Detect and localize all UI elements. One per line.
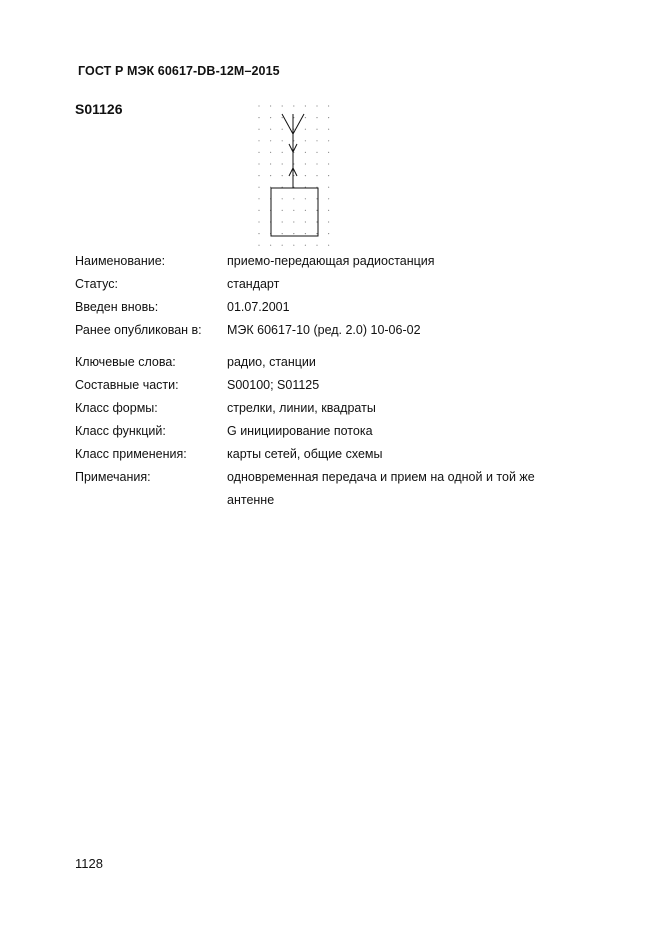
introduced-label: Введен вновь: (75, 300, 159, 314)
row-name (75, 250, 635, 273)
keywords-label: Ключевые слова: (75, 355, 176, 369)
row-function-class (75, 420, 635, 443)
grid-dots (258, 105, 329, 245)
status-label: Статус: (75, 277, 118, 291)
antenna-left-arm (282, 114, 293, 134)
application-class-label: Класс применения: (75, 447, 187, 461)
page-number: 1128 (75, 856, 103, 871)
introduced-value: 01.07.2001 (227, 300, 290, 314)
function-class-label: Класс функций: (75, 424, 166, 438)
status-value: стандарт (227, 277, 280, 291)
published-value: МЭК 60617-10 (ред. 2.0) 10-06-02 (227, 323, 421, 337)
row-status (75, 273, 635, 296)
notes-value (227, 466, 635, 512)
transceiver-radio-station-symbol (254, 102, 336, 250)
row-parts (75, 374, 635, 397)
name-label: Наименование: (75, 254, 166, 268)
application-class-value: карты сетей, общие схемы (227, 447, 383, 461)
row-published (75, 319, 635, 342)
properties-table (75, 250, 635, 512)
notes-line-1: одновременная передача и прием на одной и той же (227, 470, 535, 484)
shape-class-value: стрелки, линии, квадраты (227, 401, 376, 415)
symbol-code: S01126 (75, 101, 123, 117)
row-shape-class (75, 397, 635, 420)
row-notes (75, 466, 635, 512)
document-header: ГОСТ Р МЭК 60617-DB-12M–2015 (78, 64, 280, 78)
antenna-right-arm (293, 114, 304, 134)
published-label: Ранее опубликован в: (75, 323, 202, 337)
parts-label: Составные части: (75, 378, 179, 392)
keywords-value: радио, станции (227, 355, 316, 369)
station-box (271, 188, 318, 236)
row-application-class (75, 443, 635, 466)
row-introduced (75, 296, 635, 319)
notes-line-2: антенне (227, 493, 275, 507)
shape-class-label: Класс формы: (75, 401, 158, 415)
row-keywords (75, 351, 635, 374)
notes-label: Примечания: (75, 470, 151, 484)
parts-value: S00100; S01125 (227, 378, 320, 392)
name-value: приемо-передающая радиостанция (227, 254, 435, 268)
function-class-value: G инициирование потока (227, 424, 373, 438)
